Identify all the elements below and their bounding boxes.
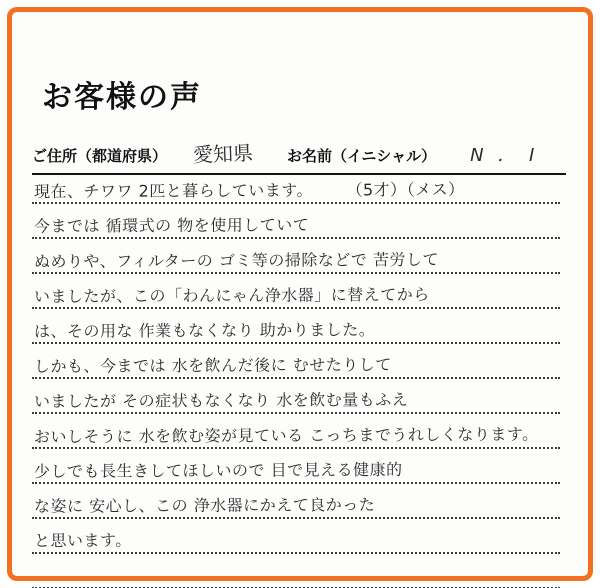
name-value-handwritten: N ． I xyxy=(470,145,539,166)
note-line-11 xyxy=(32,519,560,554)
note-line-2 xyxy=(32,204,560,239)
address-value-handwritten: 愛知県 xyxy=(192,140,254,168)
note-line-6 xyxy=(32,344,560,379)
note-line-12-text xyxy=(32,584,34,587)
note-line-6-text: しかも、今までは 水を飲んだ後に むせたりして xyxy=(33,355,392,376)
note-line-7-text: いましたが その症状もなくなり 水を飲む量もふえ xyxy=(33,390,409,411)
note-line-12 xyxy=(32,554,560,588)
note-line-3 xyxy=(32,239,560,274)
note-line-1-text: 現在、チワワ 2匹と暮らしています。 （5才）（メス） xyxy=(33,179,465,202)
note-line-9-text: 少しでも長生きしてほしいので 目で見える健康的 xyxy=(33,460,403,481)
address-label: ご住所（都道府県） xyxy=(32,147,168,165)
note-line-7 xyxy=(32,379,560,414)
note-line-9 xyxy=(32,449,560,484)
note-line-5-text: は、その用な 作業もなくなり 助かりました。 xyxy=(33,320,376,341)
note-line-11-text: と思います。 xyxy=(33,530,132,551)
note-line-3-text: ぬめりや、フィルターの ゴミ等の掃除などで 苦労して xyxy=(33,249,439,272)
note-line-2-text: 今までは 循環式の 物を使用していて xyxy=(33,215,310,236)
note-line-8-text: おいしそうに 水を飲む姿が見ている こっちまでうれしくなります。 xyxy=(33,424,539,447)
handwritten-note-area xyxy=(32,169,560,588)
note-line-8 xyxy=(32,414,560,449)
name-label: お名前（イニシャル） xyxy=(287,147,437,165)
page-title: お客様の声 xyxy=(42,80,202,115)
note-line-5 xyxy=(32,309,560,344)
note-line-4-text: いましたが、この「わんにゃん浄水器」に替えてから xyxy=(33,284,430,307)
note-line-4 xyxy=(32,274,560,309)
note-line-10 xyxy=(32,484,560,519)
card-border-frame xyxy=(7,7,593,581)
note-line-10-text: な姿に 安心し、この 浄水器にかえて良かった xyxy=(33,495,376,516)
note-line-1 xyxy=(32,169,560,204)
